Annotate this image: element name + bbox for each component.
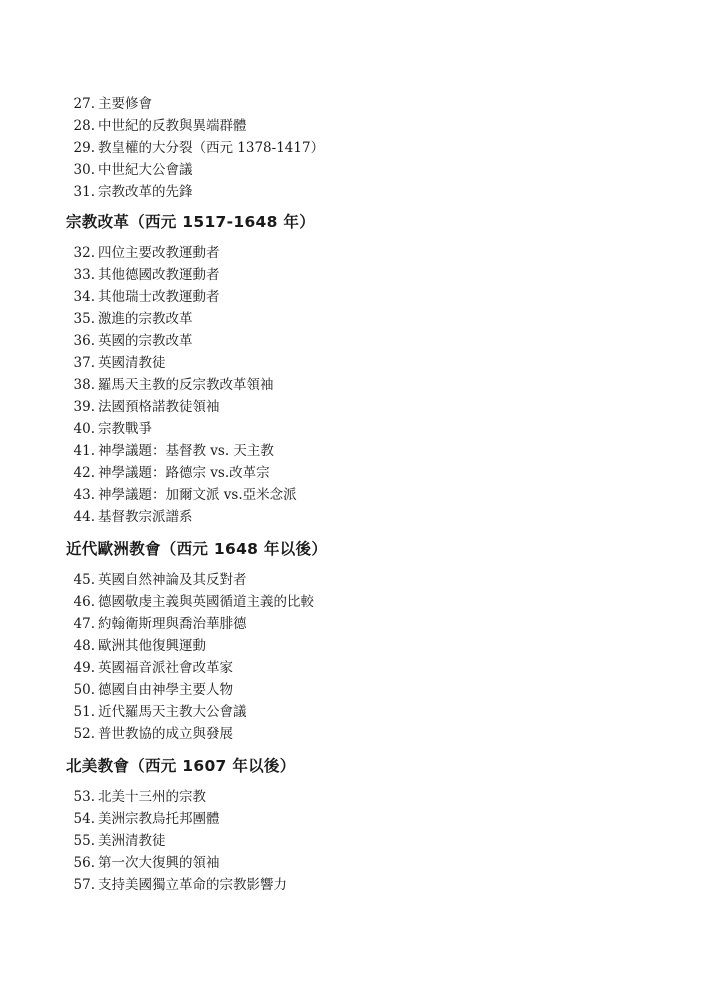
entry-number: 31. [73,184,95,200]
entry-title: 教皇權的大分裂（西元 1378-1417） [98,140,325,156]
entry-number: 45. [73,572,95,588]
entry-title: 近代羅馬天主教大公會議 [98,704,247,720]
entry-title: 宗教改革的先鋒 [98,184,193,200]
entry-title: 德國自由神學主要人物 [98,682,233,698]
entry-number: 29. [73,140,95,156]
entry-title: 美洲宗教烏托邦團體 [98,811,220,827]
entry-number: 49. [73,660,95,676]
entry-number: 54. [73,811,95,827]
toc-entry [66,440,274,462]
toc-entry [66,484,297,506]
entry-number: 40. [73,421,95,437]
toc-entry [66,808,220,830]
entry-title: 神學議題：加爾文派 vs.亞米念派 [98,487,297,503]
entry-title: 中世紀大公會議 [98,162,193,178]
entry-title: 其他德國改教運動者 [98,267,220,283]
entry-title: 四位主要改教運動者 [98,245,220,261]
entry-number: 48. [73,638,95,654]
entry-title: 支持美國獨立革命的宗教影響力 [98,877,287,893]
toc-entry [66,330,193,352]
section-heading-reformation: 宗教改革（西元 1517-1648 年） [66,213,316,231]
toc-entry [66,830,166,852]
entry-number: 27. [73,96,95,112]
entry-number: 34. [73,289,95,305]
toc-entry [66,786,206,808]
toc-entry [66,462,270,484]
entry-title: 北美十三州的宗教 [98,789,206,805]
toc-entry [66,396,220,418]
entry-number: 33. [73,267,95,283]
entry-title: 神學議題：基督教 vs. 天主教 [98,443,274,459]
entry-number: 28. [73,118,95,134]
entry-title: 英國自然神論及其反對者 [98,572,247,588]
toc-entry [66,506,193,528]
toc-entry [66,852,220,874]
entry-number: 55. [73,833,95,849]
entry-number: 43. [73,487,95,503]
toc-entry [66,591,314,613]
entry-title: 約翰衛斯理與喬治華腓德 [98,616,247,632]
toc-entry [66,137,324,159]
toc-entry [66,352,166,374]
entry-title: 第一次大復興的領袖 [98,855,220,871]
entry-title: 歐洲其他復興運動 [98,638,206,654]
toc-entry [66,159,193,181]
entry-title: 美洲清教徒 [98,833,166,849]
entry-number: 44. [73,509,95,525]
entry-title: 激進的宗教改革 [98,311,193,327]
entry-number: 35. [73,311,95,327]
toc-entry [66,635,206,657]
section-heading-north-america: 北美教會（西元 1607 年以後） [66,757,296,775]
section-heading-modern-europe: 近代歐洲教會（西元 1648 年以後） [66,540,328,558]
entry-number: 30. [73,162,95,178]
toc-entry [66,701,247,723]
entry-number: 51. [73,704,95,720]
toc-entry [66,418,152,440]
toc-entry [66,569,247,591]
entry-title: 英國清教徒 [98,355,166,371]
toc-entry [66,242,220,264]
toc-entry [66,679,233,701]
toc-entry [66,93,152,115]
entry-number: 32. [73,245,95,261]
toc-entry [66,374,274,396]
entry-title: 基督教宗派譜系 [98,509,193,525]
entry-title: 英國的宗教改革 [98,333,193,349]
toc-entry [66,613,247,635]
toc-entry [66,657,233,679]
toc-entry [66,264,220,286]
entry-title: 普世教協的成立與發展 [98,726,233,742]
entry-title: 神學議題：路德宗 vs.改革宗 [98,465,270,481]
entry-number: 39. [73,399,95,415]
entry-title: 德國敬虔主義與英國循道主義的比較 [98,594,314,610]
entry-title: 中世紀的反教與異端群體 [98,118,247,134]
entry-number: 53. [73,789,95,805]
toc-entry [66,286,220,308]
entry-title: 其他瑞士改教運動者 [98,289,220,305]
toc-entry [66,115,247,137]
toc-entry [66,723,233,745]
entry-title: 羅馬天主教的反宗教改革領袖 [98,377,274,393]
entry-number: 52. [73,726,95,742]
entry-number: 57. [73,877,95,893]
entry-number: 56. [73,855,95,871]
entry-number: 41. [73,443,95,459]
toc-entry [66,308,193,330]
entry-title: 宗教戰爭 [98,421,152,437]
entry-number: 37. [73,355,95,371]
entry-title: 英國福音派社會改革家 [98,660,233,676]
entry-title: 法國預格諾教徒領袖 [98,399,220,415]
entry-number: 47. [73,616,95,632]
entry-number: 36. [73,333,95,349]
entry-title: 主要修會 [98,96,152,112]
entry-number: 42. [73,465,95,481]
toc-entry [66,181,193,203]
toc-entry [66,874,287,896]
entry-number: 50. [73,682,95,698]
entry-number: 38. [73,377,95,393]
entry-number: 46. [73,594,95,610]
